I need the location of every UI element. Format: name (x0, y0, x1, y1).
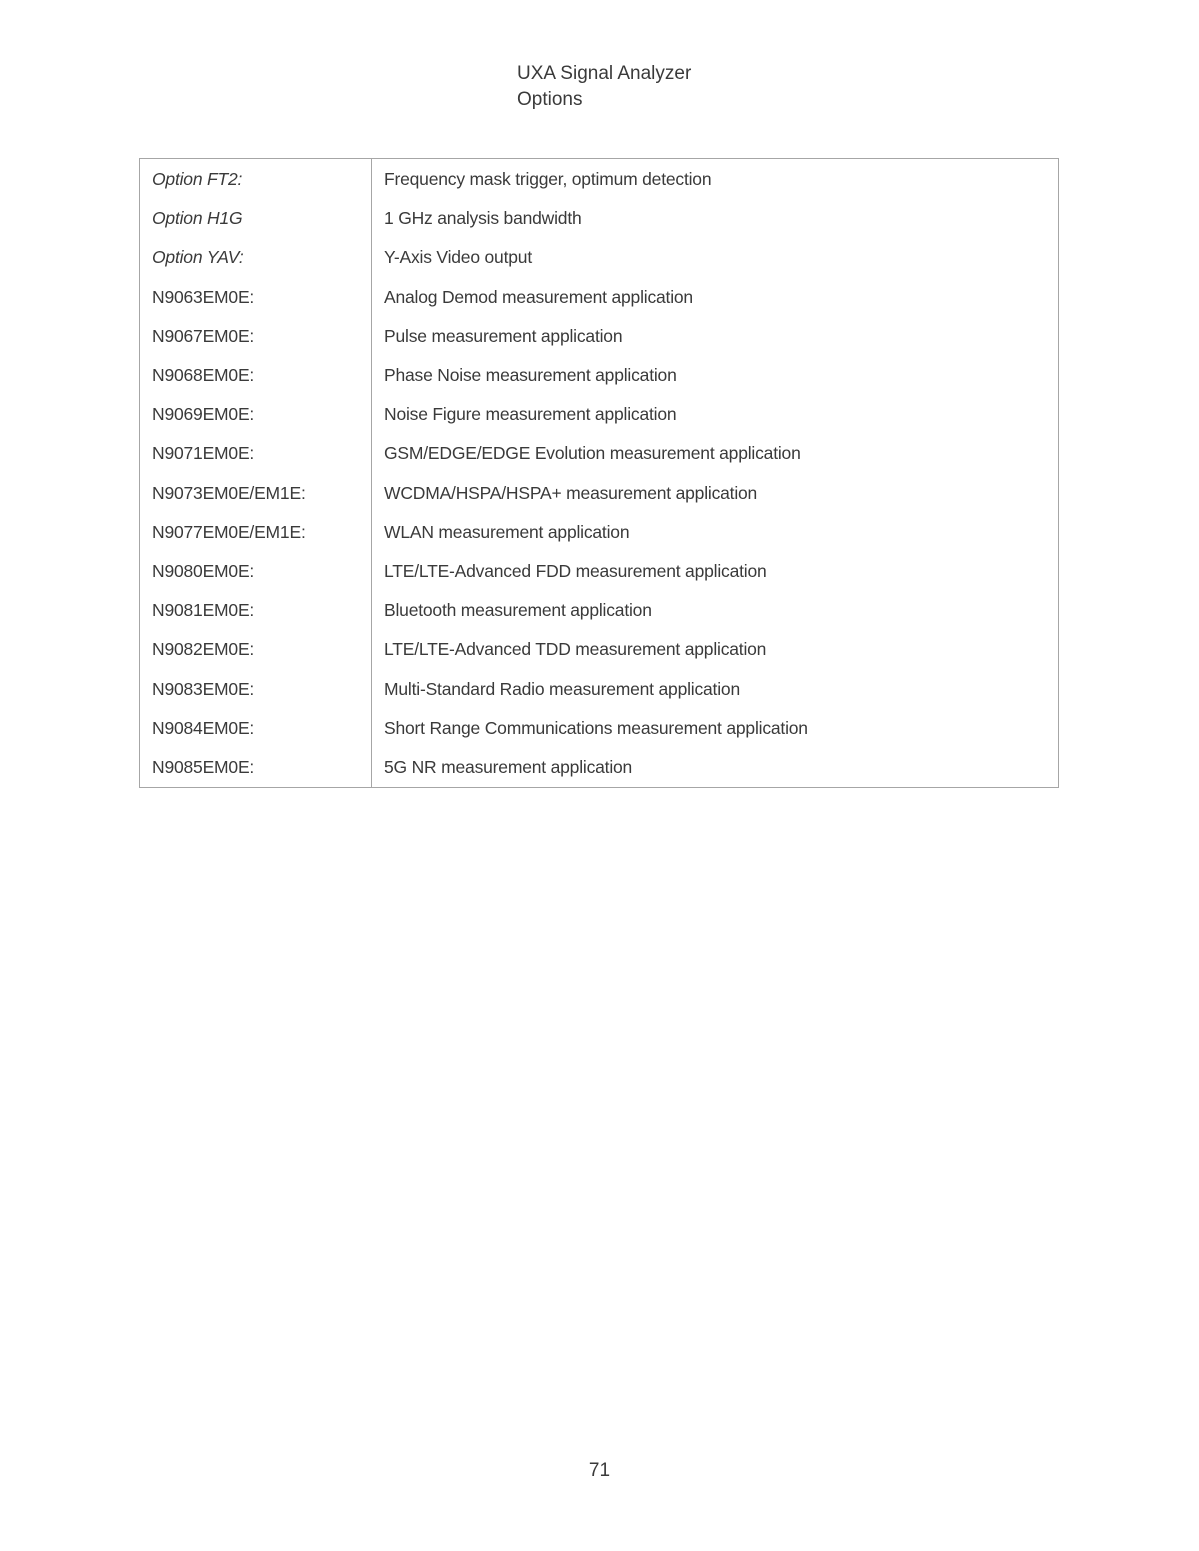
option-code-cell: N9067EM0E: (140, 317, 372, 356)
option-description-cell: WLAN measurement application (384, 521, 630, 542)
option-code-cell: N9068EM0E: (140, 356, 372, 395)
option-description-cell: Short Range Communications measurement application (384, 717, 808, 738)
table-row (140, 317, 1059, 356)
option-code-cell: Option YAV: (140, 238, 372, 277)
table-row (140, 238, 1059, 277)
table-row (140, 669, 1059, 708)
option-description-cell: Y-Axis Video output (384, 247, 532, 268)
option-description-cell: 5G NR measurement application (384, 756, 633, 777)
table-row (140, 199, 1059, 238)
option-description-cell: LTE/LTE-Advanced FDD measurement application (384, 560, 767, 581)
option-code-cell: N9082EM0E: (140, 630, 372, 669)
option-description-cell: Noise Figure measurement application (384, 404, 677, 425)
option-code-cell: N9073EM0E/EM1E: (140, 474, 372, 513)
page-number: 71 (588, 1460, 611, 1481)
option-code-cell: N9077EM0E/EM1E: (140, 513, 372, 552)
option-description-cell: GSM/EDGE/EDGE Evolution measurement application (384, 443, 801, 464)
option-description-cell: Analog Demod measurement application (384, 286, 693, 307)
page-header (517, 61, 691, 113)
table-row (140, 630, 1059, 669)
table-row (140, 278, 1059, 317)
option-code-cell: N9080EM0E: (140, 552, 372, 591)
option-code-cell: N9081EM0E: (140, 591, 372, 630)
options-table (139, 158, 1059, 788)
option-code-cell: N9085EM0E: (140, 748, 372, 788)
option-description-cell: Pulse measurement application (384, 325, 623, 346)
option-description-cell: WCDMA/HSPA/HSPA+ measurement application (384, 482, 758, 503)
table-row (140, 709, 1059, 748)
option-code-cell: N9071EM0E: (140, 434, 372, 473)
table-row (140, 356, 1059, 395)
option-code-cell: N9083EM0E: (140, 669, 372, 708)
table-row (140, 552, 1059, 591)
table-row (140, 591, 1059, 630)
options-table-body (140, 159, 1059, 788)
option-description-cell: Bluetooth measurement application (384, 600, 652, 621)
option-code-cell: N9084EM0E: (140, 709, 372, 748)
option-description-cell: Multi-Standard Radio measurement application (384, 678, 740, 699)
option-code-cell: Option H1G (140, 199, 372, 238)
option-code-cell: Option FT2: (140, 159, 372, 200)
option-code-cell: N9063EM0E: (140, 278, 372, 317)
option-description-cell: Frequency mask trigger, optimum detection (384, 169, 712, 190)
table-row (140, 513, 1059, 552)
table-row (140, 395, 1059, 434)
table-row (140, 474, 1059, 513)
page-subtitle: Options (517, 89, 583, 110)
option-description-cell: Phase Noise measurement application (384, 365, 677, 386)
table-row (140, 434, 1059, 473)
option-description-cell: LTE/LTE-Advanced TDD measurement application (384, 639, 767, 660)
option-description-cell: 1 GHz analysis bandwidth (384, 208, 582, 229)
option-code-cell: N9069EM0E: (140, 395, 372, 434)
page-title: UXA Signal Analyzer (517, 63, 692, 84)
table-row (140, 748, 1059, 788)
table-row (140, 159, 1059, 200)
